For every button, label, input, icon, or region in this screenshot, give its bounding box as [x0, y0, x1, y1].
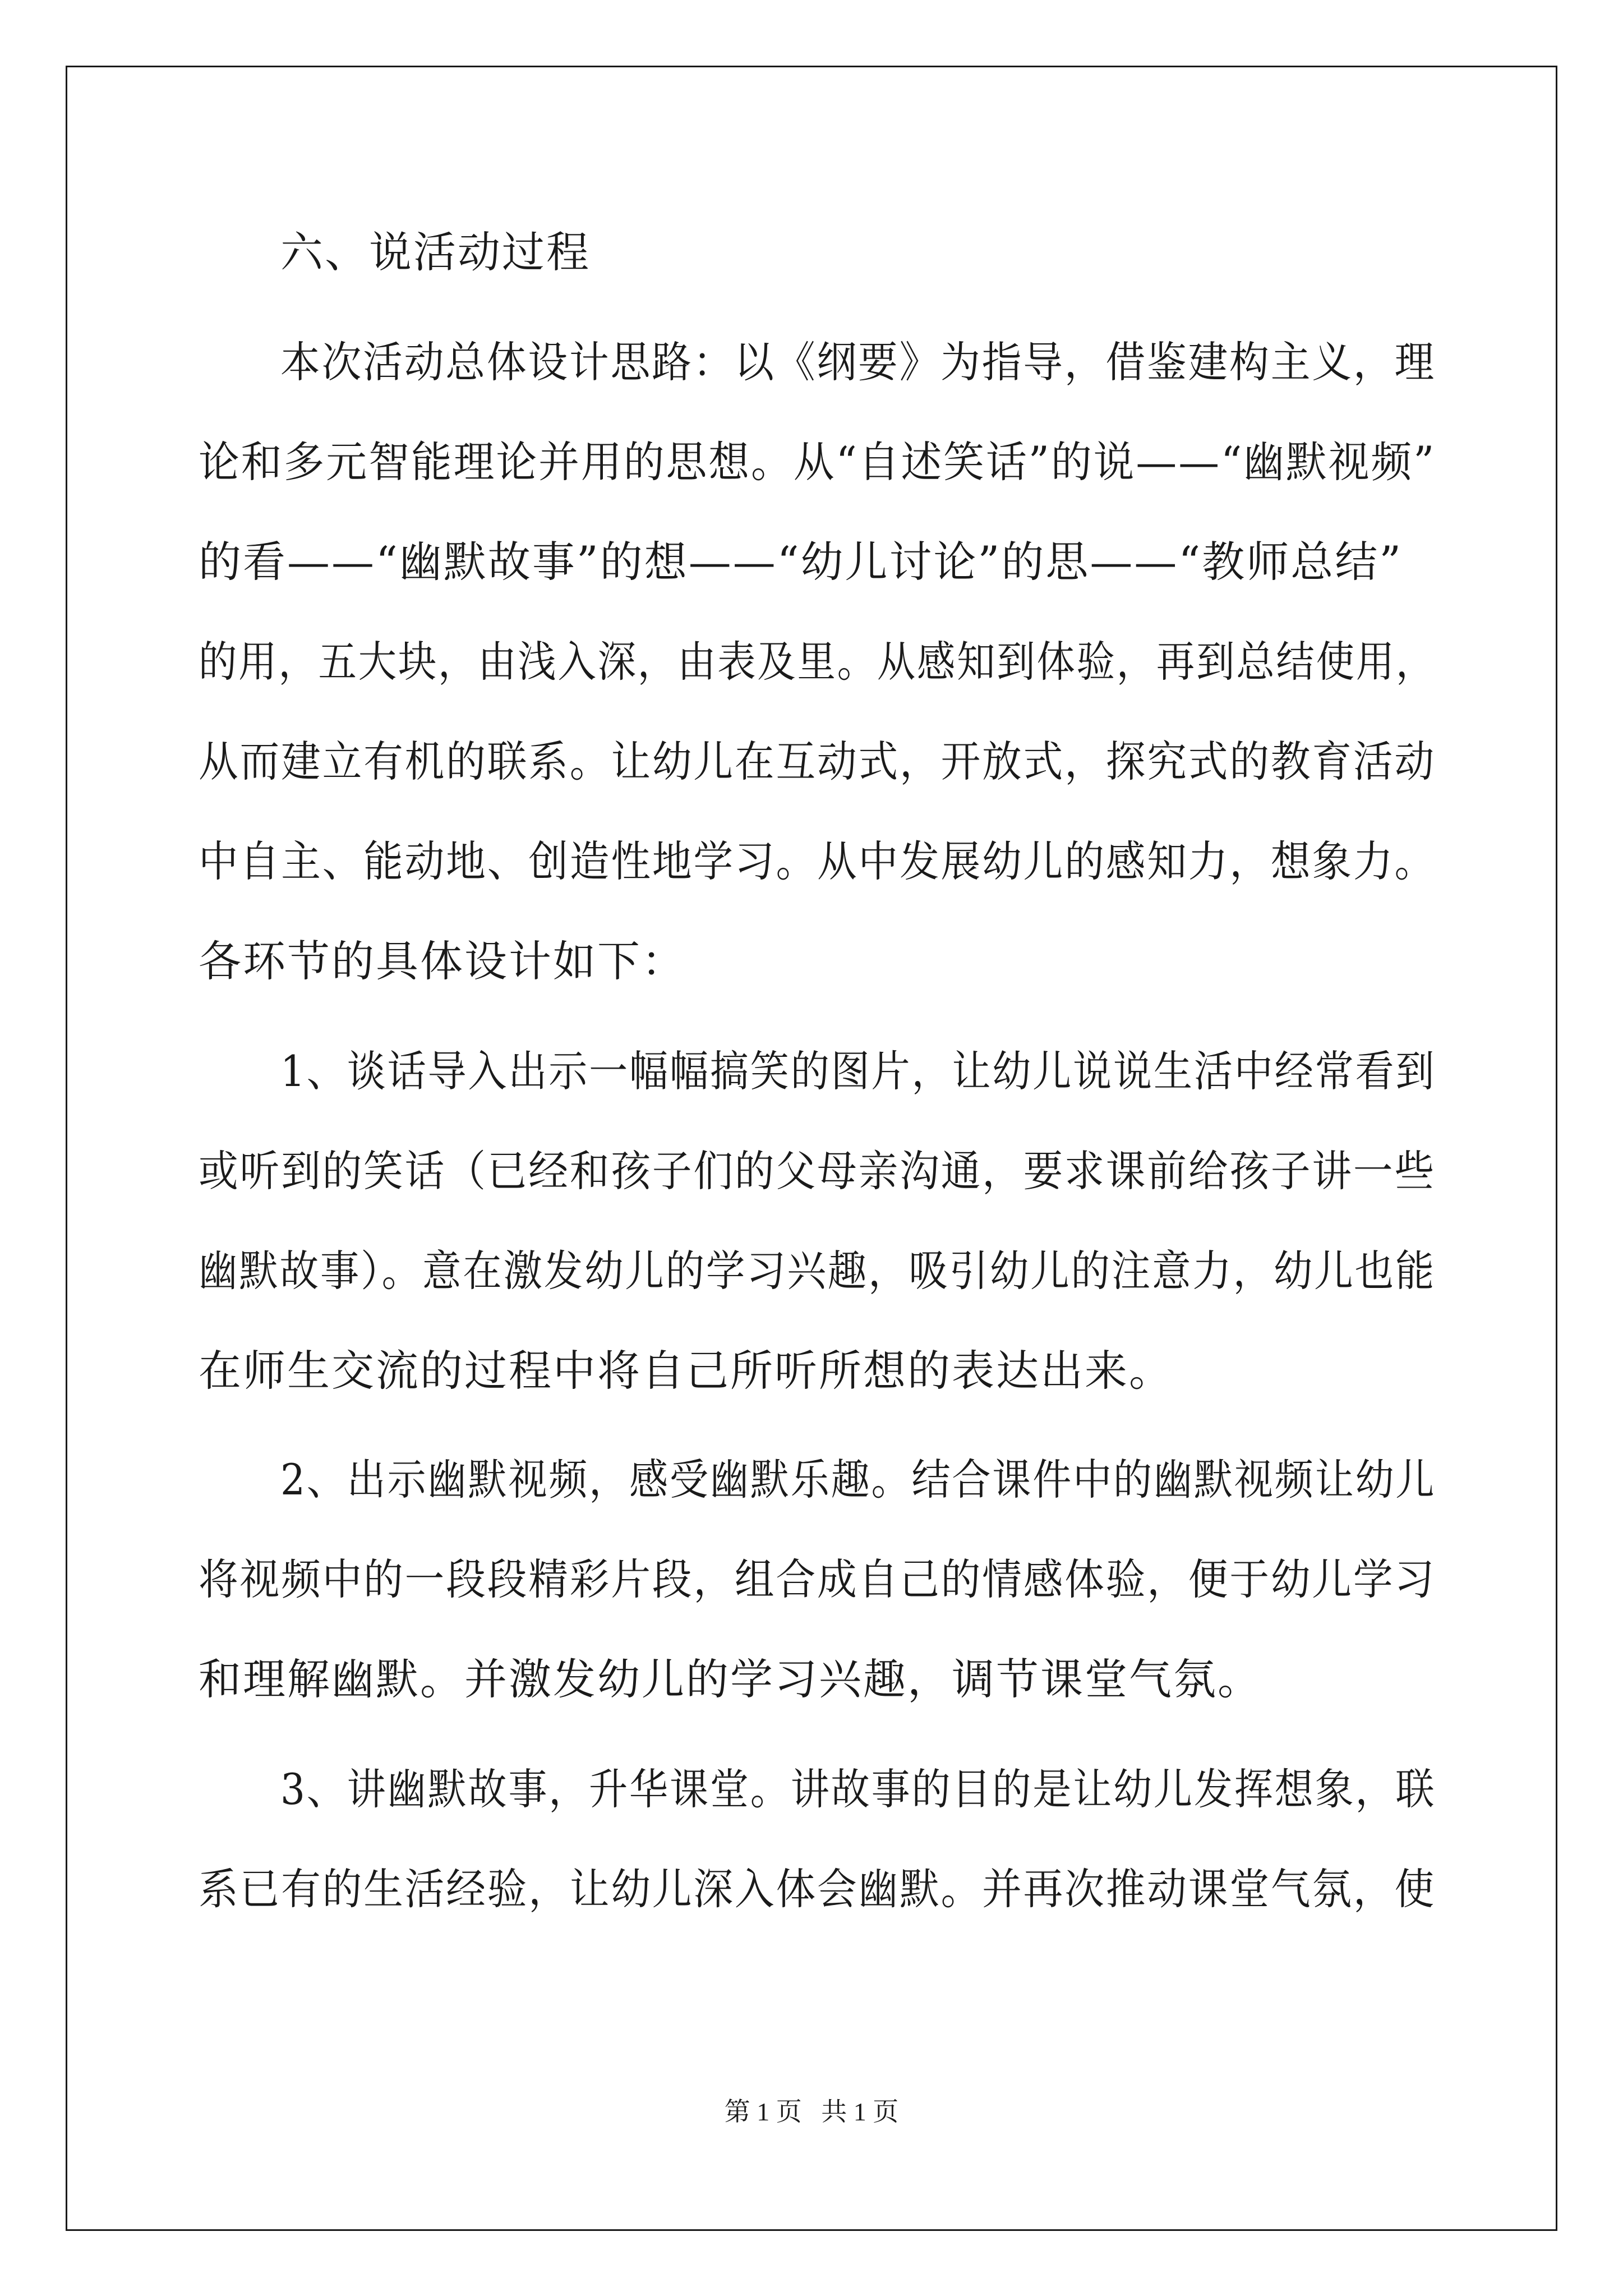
paragraph-1-line-2: 论和多元智能理论并用的思想。从“自述笑话”的说——“幽默视频”: [199, 437, 1436, 487]
paragraph-1-line-3: 的看——“幽默故事”的想——“幼儿讨论”的思——“教师总结”: [199, 537, 1403, 587]
paragraph-3-line-3: 和理解幽默。并激发幼儿的学习兴趣，调节课堂气氛。: [199, 1654, 1262, 1704]
paragraph-2-line-4: 在师生交流的过程中将自己所听所想的表达出来。: [199, 1346, 1173, 1396]
paragraph-2-line-2: 或听到的笑话（已经和孩子们的父母亲沟通，要求课前给孩子讲一些: [199, 1146, 1436, 1196]
paragraph-1-line-6: 中自主、能动地、创造性地学习。从中发展幼儿的感知力，想象力。: [199, 836, 1436, 886]
paragraph-4-line-2: 系已有的生活经验，让幼儿深入体会幽默。并再次推动课堂气氛，使: [199, 1864, 1436, 1914]
section-heading: 六、说活动过程: [280, 227, 591, 277]
paragraph-3-line-1: 2、出示幽默视频，感受幽默乐趣。结合课件中的幽默视频让幼儿: [280, 1455, 1436, 1504]
page-footer: 第 1 页 共 1 页: [724, 2097, 899, 2126]
paragraph-2-line-1: 1、谈话导入出示一幅幅搞笑的图片，让幼儿说说生活中经常看到: [280, 1046, 1436, 1096]
paragraph-3-line-2: 将视频中的一段段精彩片段，组合成自己的情感体验，便于幼儿学习: [199, 1554, 1436, 1604]
paragraph-1-line-5: 从而建立有机的联系。让幼儿在互动式，开放式，探究式的教育活动: [199, 737, 1436, 786]
paragraph-2-line-3: 幽默故事）。意在激发幼儿的学习兴趣，吸引幼儿的注意力，幼儿也能: [199, 1246, 1436, 1296]
paragraph-1-line-7: 各环节的具体设计如下：: [199, 936, 686, 986]
paragraph-1-line-4: 的用，五大块，由浅入深，由表及里。从感知到体验，再到总结使用，: [199, 637, 1436, 687]
paragraph-1-line-1: 本次活动总体设计思路：以《纲要》为指导，借鉴建构主义，理: [280, 337, 1436, 387]
paragraph-4-line-1: 3、讲幽默故事，升华课堂。讲故事的目的是让幼儿发挥想象，联: [280, 1764, 1436, 1814]
